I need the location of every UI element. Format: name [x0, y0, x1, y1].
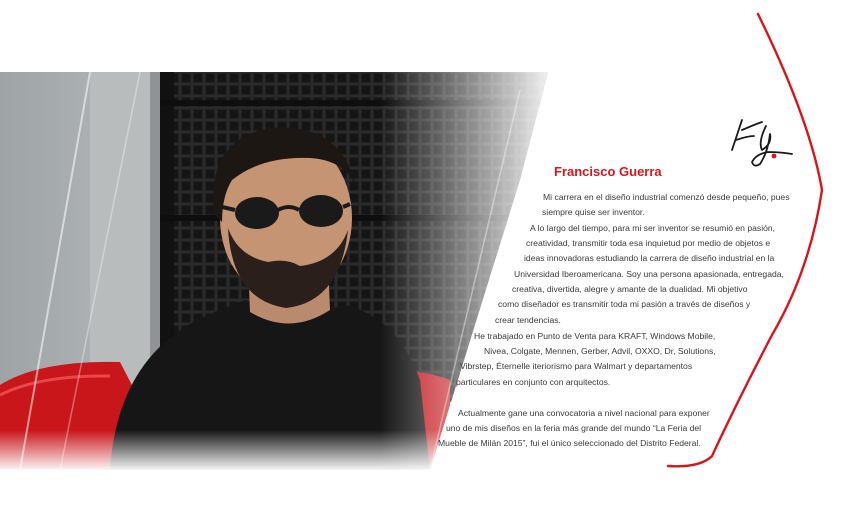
bio-line: Mi carrera en el diseño industrial comenzó desde pequeño, pues [543, 192, 790, 202]
bio-line: siempre quise ser inventor. [542, 207, 645, 217]
bio-line: creatividad, transmitir toda esa inquietud por medio de objetos e [526, 238, 771, 248]
bio-line: Vibrstep, Éternelle iteriorismo para Walmart y departamentos [460, 361, 693, 371]
bio-line: creativa, divertida, alegre y amante de la dualidad. Mi objetivo [512, 284, 748, 294]
bio-line: Nivea, Colgate, Mennen, Gerber, Advil, OXXO, Dr, Solutions, [484, 346, 716, 356]
bio-line: ideas innovadoras estudiando la carrera de diseño industrial en la [524, 253, 775, 263]
bio-line: crear tendencias. [495, 315, 561, 325]
bio-line: Mueble de Milán 2015”, fui el único seleccionado del Distrito Federal. [438, 438, 701, 448]
bio-line: uno de mis diseños en la feria más grande del mundo “La Feria del [446, 423, 702, 433]
bio-line: A lo largo del tiempo, para mi ser inventor se resumió en pasión, [530, 223, 776, 233]
bio-line: como diseñador es transmitir toda mi pasión a través de diseños y [498, 299, 751, 309]
bio-line: He trabajado en Punto de Venta para KRAFT, Windows Mobile, [474, 331, 716, 341]
profile-name: Francisco Guerra [554, 164, 662, 179]
bio-line: Actualmente gane una convocatoria a nivel nacional para exponer [458, 408, 710, 418]
bio-line: Universidad Iberoamericana. Soy una persona apasionada, entregada, [514, 269, 784, 279]
bio-line: particulares en conjunto con arquitectos. [456, 377, 611, 387]
signature-graphic [722, 112, 796, 174]
